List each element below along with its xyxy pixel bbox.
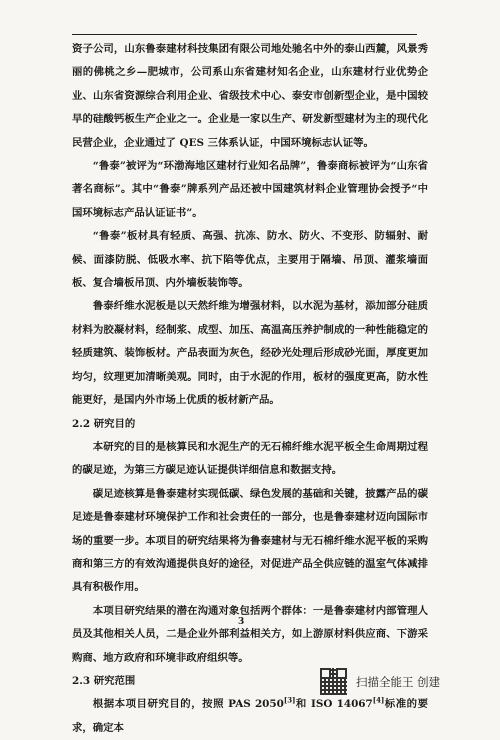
citation-4: [4] [372,695,385,705]
section-heading-2-3: 2.3 研究范围 [72,674,136,687]
document-body [72,38,428,740]
paragraph-research-purpose: 本研究的目的是核算民和水泥生产的无石棉纤维水泥平板全生命周期过程的碳足迹，为第三方碳足迹认证提供详细信息和数据支持。 [72,440,428,477]
paragraph-audience: 本项目研究结果的潜在沟通对象包括两个群体：一是鲁泰建材内部管理人员及其他相关人员，二是企业外部利益相关方，如上游原材料供应商、下游采购商、地方政府和环境非政府组织等。 [72,604,428,664]
paragraph-brand-honors: “鲁泰”被评为“环渤海地区建材行业知名品牌”，鲁泰商标被评为“山东省著名商标”。其中“鲁泰”牌系列产品还被中国建筑材料企业管理协会授予“中国环境标志产品认证证书”。 [72,160,428,219]
paragraph-cement-board: 鲁泰纤维水泥板是以天然纤维为增强材料，以水泥为基材，添加部分硅质材料为胶凝材料，经制浆、成型、加压、高温高压养护制成的一种性能稳定的轻质建筑、装饰板材。产品表面为灰色，经砂光处理后形成砂光面，厚度更加均匀，纹理更加清晰美观。同时，由于水泥的作用，板材的强度更高，防水性能更好，是国内外市场上优质的板材新产品。 [72,300,428,407]
qr-code-icon [320,668,347,695]
scope-text-mid: 和 ISO 14067 [295,698,373,711]
paragraph-scope [72,693,428,740]
paragraph-board-features: “鲁泰”板材具有轻质、高强、抗冻、防水、防火、不变形、防辐射、耐候、面漆防脱、低吸水率、抗下陷等优点，主要用于隔墙、吊顶、灌浆墙面板、复合墙板吊顶、内外墙板装饰等。 [72,230,428,290]
section-heading-2-2: 2.2 研究目的 [72,417,136,430]
scanner-watermark: 扫描全能王 创建 [356,675,441,689]
scope-text-post: 标准的要求，确定本 [72,698,429,734]
page-number: 3 [238,617,245,627]
scope-text-pre: 根据本项目研究目的，按照 PAS 2050 [92,698,284,711]
paragraph-company-intro: 资子公司，山东鲁泰建材科技集团有限公司地处驰名中外的泰山西麓，风景秀丽的佛桃之乡—肥城市，公司系山东省建材知名企业，山东建材行业优势企业、山东省资源综合利用企业、省级技术中心、泰安市创新型企业，是中国较早的硅酸钙板生产企业之一。企业是一家以生产、研发新型建材为主的现代化民营企业，企业通过了 QES 三体系认证，中国环境标志认证等。 [72,43,428,149]
paragraph-carbon-footprint: 碳足迹核算是鲁泰建材实现低碳、绿色发展的基础和关键，披露产品的碳足迹是鲁泰建材环境保护工作和社会责任的一部分，也是鲁泰建材迈向国际市场的重要一步。本项目的研究结果将为鲁泰建材与无石棉纤维水泥平板的采购商和第三方的有效沟通提供良好的途径，对促进产品全供应链的温室气体减排具有积极作用。 [72,487,428,594]
citation-3: [3] [283,695,296,705]
header-rule [72,34,417,35]
